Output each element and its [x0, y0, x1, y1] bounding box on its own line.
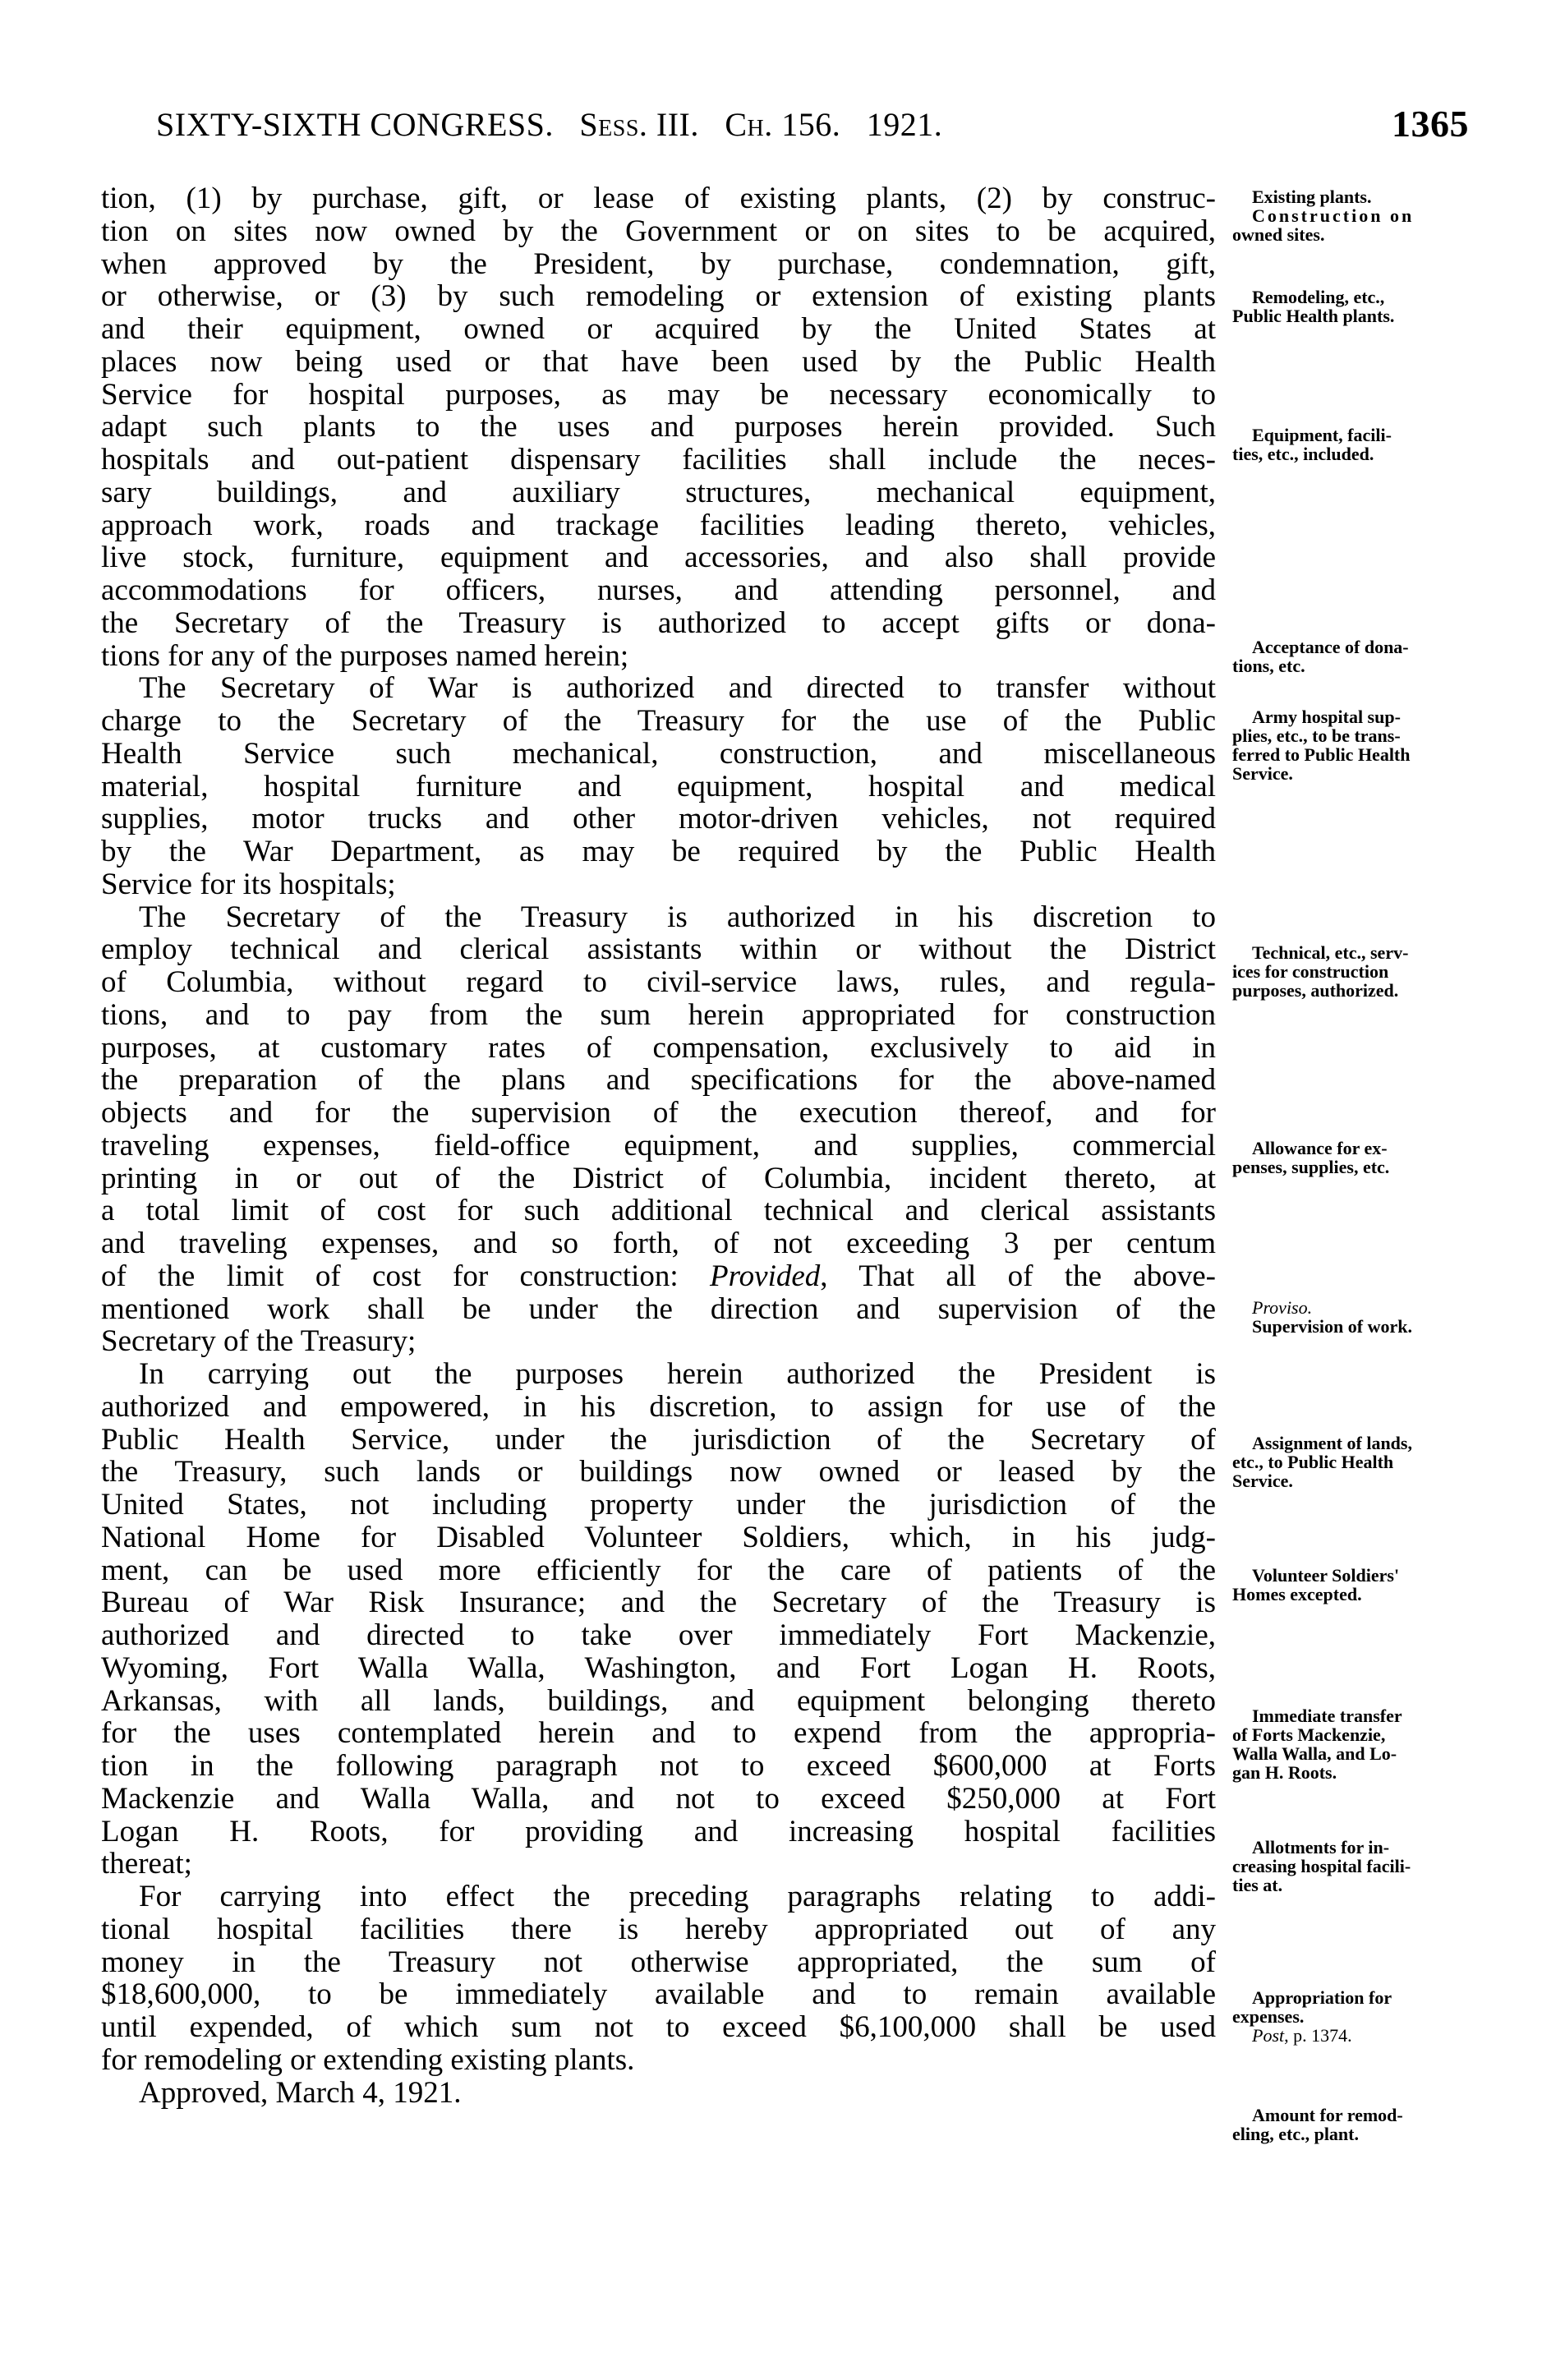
text-line: live stock, furniture, equipment and accessories, and also shall provide — [101, 541, 1216, 575]
text-line: Arkansas, with all lands, buildings, and equipment belonging thereto — [101, 1683, 1216, 1718]
approval-date: Approved, March 4, 1921. — [139, 2075, 462, 2110]
text-line: for the uses contemplated herein and to expend from the appropria- — [101, 1716, 1216, 1751]
text-line: tional hospital facilities there is hereby appropriated out of any — [101, 1912, 1216, 1946]
text-line: and traveling expenses, and so forth, of not exceeding 3 per centum — [101, 1227, 1216, 1260]
post-italic: Post — [1252, 2025, 1285, 2046]
text-line: Bureau of War Risk Insurance; and the Secretary of the Treasury is — [101, 1586, 1216, 1620]
text-line: money in the Treasury not otherwise appropriated, the sum of — [101, 1945, 1216, 1979]
text-line: thereat; — [101, 1847, 192, 1881]
margin-note-equipment: Equipment, facili- ties, etc., included. — [1232, 425, 1392, 464]
text-line: places now being used or that have been used by the Public Health — [101, 344, 1216, 379]
proviso-line — [101, 1260, 1216, 1293]
margin-note-immediate-transfer: Immediate transfer of Forts Mackenzie, Walla Walla, and Lo- gan H. Roots. — [1232, 1706, 1402, 1783]
margin-note-appropriation-expenses: Appropriation for expenses. — [1232, 1987, 1392, 2027]
text-line: hospitals and out-patient dispensary facilities shall include the neces- — [101, 443, 1216, 476]
margin-note-technical-services: Technical, etc., serv- ices for construction purposes, authorized. — [1232, 942, 1409, 1001]
text-line: Service for its hospitals; — [101, 867, 396, 901]
proviso-after: , That all of the above- — [820, 1259, 1217, 1293]
chapter-label: Ch. 156. — [725, 106, 841, 143]
margin-note-amount-remodeling: Amount for remod- eling, etc., plant. — [1232, 2105, 1403, 2144]
post-page-ref: , p. 1374. — [1284, 2025, 1352, 2046]
text-line: authorized and empowered, in his discretion, to assign for use of the — [101, 1389, 1216, 1424]
paragraph-start-line: The Secretary of War is authorized and directed to transfer without — [139, 671, 1216, 706]
provided-italic: Provided — [710, 1259, 821, 1293]
running-head — [156, 105, 942, 144]
margin-note-army-hospital-supplies: Army hospital sup- plies, etc., to be trans- ferred to Public Health Service. — [1232, 707, 1411, 784]
margin-note-allotments: Allotments for in- creasing hospital facili- ties at. — [1232, 1837, 1411, 1895]
text-line: tion, (1) by purchase, gift, or lease of existing plants, (2) by construc- — [101, 182, 1216, 215]
text-line: United States, not including property under the jurisdiction of the — [101, 1488, 1216, 1521]
text-line: adapt such plants to the uses and purposes herein provided. Such — [101, 410, 1216, 444]
text-line: charge to the Secretary of the Treasury for the use of the Public — [101, 704, 1216, 738]
text-line: when approved by the President, by purchase, condemnation, gift, — [101, 246, 1216, 281]
year-label: 1921. — [866, 106, 943, 143]
text-line: traveling expenses, field-office equipment, and supplies, commercial — [101, 1128, 1216, 1162]
paragraph-start-line: For carrying into effect the preceding paragraphs relating to addi- — [139, 1880, 1216, 1913]
proviso-before: of the limit of cost for construction: — [101, 1259, 679, 1293]
text-line: approach work, roads and trackage facilities leading thereto, vehicles, — [101, 508, 1216, 542]
margin-note-supervision-work: Supervision of work. — [1252, 1316, 1412, 1337]
text-line: Secretary of the Treasury; — [101, 1324, 417, 1359]
text-line: by the War Department, as may be required by the Public Health — [101, 835, 1216, 868]
text-line: Service for hospital purposes, as may be necessary economically to — [101, 377, 1216, 412]
text-line: and their equipment, owned or acquired by the United States at — [101, 312, 1216, 346]
margin-note-acceptance-donations: Acceptance of dona- tions, etc. — [1232, 637, 1409, 676]
text-line: or otherwise, or (3) by such remodeling or extension of existing plants — [101, 279, 1216, 314]
margin-note-remodeling: Remodeling, etc., Public Health plants. — [1232, 287, 1395, 326]
session-label: Sess. III. — [579, 106, 699, 143]
margin-note-proviso: Proviso. — [1252, 1297, 1313, 1318]
text-line: purposes, at customary rates of compensation, exclusively to aid in — [101, 1030, 1216, 1065]
margin-note-post-reference — [1232, 2026, 1475, 2045]
text-line: sary buildings, and auxiliary structures, mechanical equipment, — [101, 475, 1216, 509]
page-number: 1365 — [1392, 103, 1469, 145]
text-line: Public Health Service, under the jurisdiction of the Secretary of — [101, 1422, 1216, 1457]
margin-note-construction-owned-sites: Construction on owned sites. — [1232, 205, 1415, 245]
text-line: ment, can be used more efficiently for the care of patients of the — [101, 1553, 1216, 1587]
text-line: until expended, of which sum not to exceed $6,100,000 shall be used — [101, 2010, 1216, 2044]
margin-note-existing-plants: Existing plants. — [1252, 186, 1372, 207]
statute-body-text — [101, 182, 1216, 2109]
margin-note-allowance-expenses: Allowance for ex- penses, supplies, etc. — [1232, 1138, 1390, 1177]
text-line: for remodeling or extending existing plants. — [101, 2042, 635, 2077]
text-line: $18,600,000, to be immediately available and to remain available — [101, 1977, 1216, 2012]
running-header — [156, 105, 1479, 146]
congress-label: SIXTY-SIXTH CONGRESS. — [156, 106, 554, 143]
margin-note-volunteer-soldiers: Volunteer Soldiers' Homes excepted. — [1232, 1565, 1400, 1604]
text-line: mentioned work shall be under the direction and supervision of the — [101, 1291, 1216, 1326]
margin-note-assignment-lands: Assignment of lands, etc., to Public Health Service. — [1232, 1433, 1412, 1491]
text-line: supplies, motor trucks and other motor-driven vehicles, not required — [101, 802, 1216, 836]
paragraph-start-line: The Secretary of the Treasury is authorized in his discretion to — [139, 900, 1216, 934]
text-line: the Secretary of the Treasury is authorized to accept gifts or dona- — [101, 605, 1216, 640]
text-line: employ technical and clerical assistants within or without the District — [101, 932, 1216, 967]
text-line: Health Service such mechanical, construction, and miscellaneous — [101, 736, 1216, 771]
paragraph-start-line: In carrying out the purposes herein authorized the President is — [139, 1357, 1216, 1391]
text-line: tion in the following paragraph not to exceed $600,000 at Forts — [101, 1749, 1216, 1783]
text-line: accommodations for officers, nurses, and attending personnel, and — [101, 573, 1216, 607]
text-line: printing in or out of the District of Columbia, incident thereto, at — [101, 1161, 1216, 1195]
text-line: material, hospital furniture and equipment, hospital and medical — [101, 769, 1216, 803]
text-line: Wyoming, Fort Walla Walla, Washington, and Fort Logan H. Roots, — [101, 1650, 1216, 1685]
text-line: the preparation of the plans and specifications for the above-named — [101, 1063, 1216, 1098]
text-line: objects and for the supervision of the execution thereof, and for — [101, 1096, 1216, 1130]
text-line: National Home for Disabled Volunteer Soldiers, which, in his judg- — [101, 1520, 1216, 1554]
text-line: tions for any of the purposes named herein; — [101, 638, 629, 673]
text-line: tion on sites now owned by the Government or on sites to be acquired, — [101, 214, 1216, 248]
text-line: Mackenzie and Walla Walla, and not to exceed $250,000 at Fort — [101, 1781, 1216, 1816]
text-line: of Columbia, without regard to civil-service laws, rules, and regula- — [101, 965, 1216, 999]
text-line: a total limit of cost for such additional technical and clerical assistants — [101, 1194, 1216, 1228]
text-line: Logan H. Roots, for providing and increasing hospital facilities — [101, 1814, 1216, 1848]
text-line: authorized and directed to take over immediately Fort Mackenzie, — [101, 1618, 1216, 1652]
text-line: tions, and to pay from the sum herein appropriated for construction — [101, 997, 1216, 1032]
text-line: the Treasury, such lands or buildings now owned or leased by the — [101, 1455, 1216, 1489]
